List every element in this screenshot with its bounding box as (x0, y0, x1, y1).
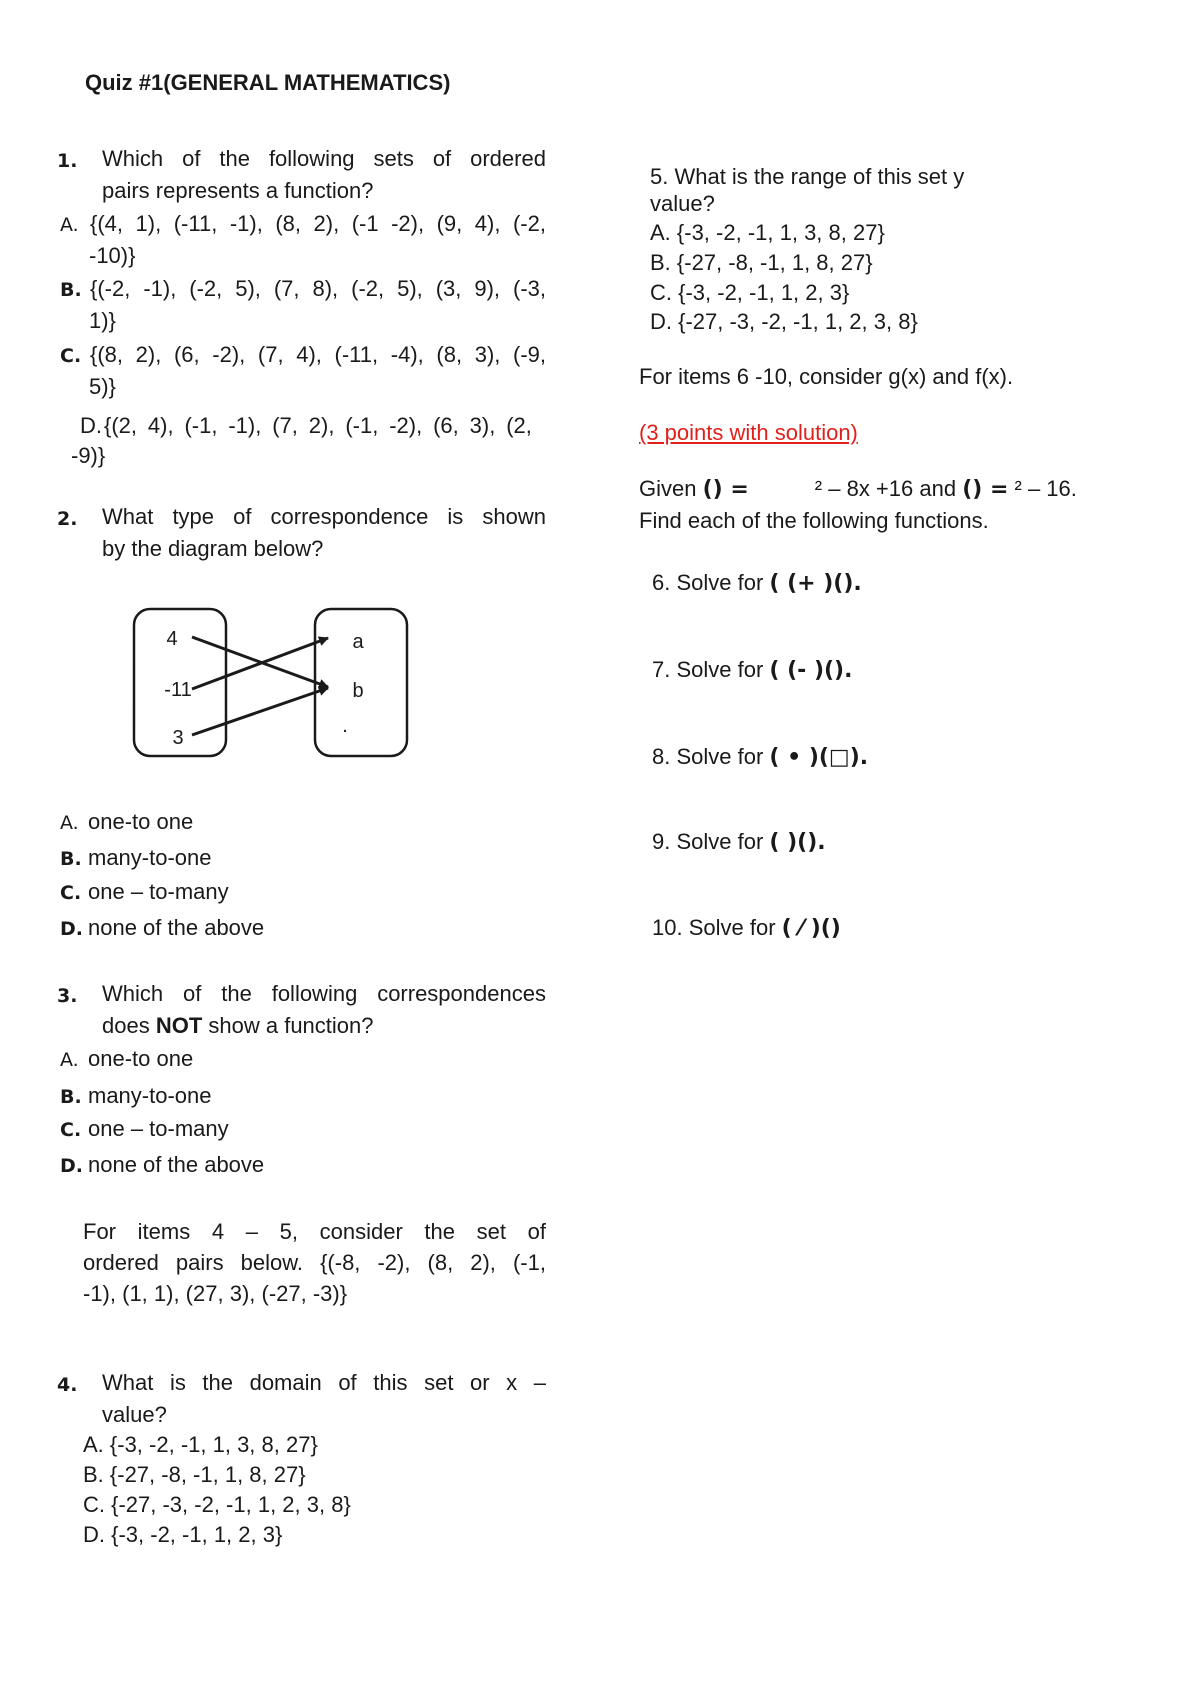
q5-text-line2: value? (650, 191, 715, 216)
q1-text-line1: Which of the following sets of ordered (102, 146, 546, 171)
items610-instruction: For items 6 -10, consider g(x) and f(x). (639, 364, 1014, 389)
q1-text-line2: pairs represents a function? (102, 178, 374, 203)
solve-item-8: 8. Solve for ( • )(□). (652, 744, 869, 770)
q1-option-b-line2: 1)} (89, 308, 116, 333)
range-value: b (352, 680, 364, 702)
points-note: (3 points with solution) (639, 420, 858, 445)
q5-option-a: A. {-3, -2, -1, 1, 3, 8, 27} (650, 220, 885, 245)
range-value: a (352, 631, 364, 653)
q3-option-c-label: C. (60, 1119, 82, 1141)
q2-option-a-label: A. (60, 812, 79, 834)
domain-value: 3 (172, 727, 184, 749)
q2-text-line2: by the diagram below? (102, 536, 324, 561)
q3-option-d-text: none of the above (88, 1152, 265, 1177)
q4-option-b: B. {-27, -8, -1, 1, 8, 27} (83, 1462, 306, 1487)
solve-item-10: 10. Solve for ( ⁄ )() (652, 915, 841, 941)
q3-text-line2: does NOT show a function? (102, 1013, 374, 1038)
q4-text-line2: value? (102, 1402, 167, 1427)
solve-item-7: 7. Solve for ( (- )(). (652, 657, 853, 683)
q2-option-d-text: none of the above (88, 915, 265, 940)
q3-option-b-label: B. (60, 1086, 82, 1108)
q3-option-c-text: one – to-many (88, 1116, 229, 1141)
solve-item-9: 9. Solve for ( )(). (652, 829, 826, 855)
q1-option-b-label: B. (60, 279, 82, 301)
given-functions: Given () = ² – 8x +16 and () = ² – 16. (639, 476, 1077, 502)
items45-instruction-line3: -1), (1, 1), (27, 3), (-27, -3)} (83, 1281, 348, 1306)
q2-number: 2. (57, 508, 78, 530)
find-functions-instruction: Find each of the following functions. (639, 508, 989, 533)
q1-option-d-line2: -9)} (71, 443, 106, 468)
range-dot: . (342, 715, 348, 737)
q5-text-line1: 5. What is the range of this set y (650, 164, 965, 189)
q1-option-d-line1: {(2, 4), (-1, -1), (7, 2), (-1, -2), (6, 3), (2, (104, 413, 532, 438)
q5-option-d: D. {-27, -3, -2, -1, 1, 2, 3, 8} (650, 309, 918, 334)
q2-option-c-text: one – to-many (88, 879, 229, 904)
solve-item-6: 6. Solve for ( (+ )(). (652, 570, 862, 596)
q1-option-a-line2: -10)} (89, 243, 136, 268)
q4-text-line1: What is the domain of this set or x – (102, 1370, 546, 1395)
q3-option-a-text: one-to one (88, 1046, 194, 1071)
mapping-diagram (120, 600, 420, 770)
q3-text-line1: Which of the following correspondences (102, 981, 546, 1006)
q1-option-b-line1: {(-2, -1), (-2, 5), (7, 8), (-2, 5), (3, 9), (-3, (90, 276, 547, 301)
q2-option-b-text: many-to-one (88, 845, 212, 870)
q1-option-c-label: C. (60, 345, 82, 367)
q1-number: 1. (57, 150, 78, 172)
q4-number: 4. (57, 1374, 78, 1396)
q1-option-d-label: D. (80, 413, 102, 438)
q4-option-a: A. {-3, -2, -1, 1, 3, 8, 27} (83, 1432, 318, 1457)
q1-option-c-line2: 5)} (89, 374, 116, 399)
domain-value: 4 (166, 628, 178, 650)
q2-option-a-text: one-to one (88, 809, 194, 834)
items45-instruction-line2: ordered pairs below. {(-8, -2), (8, 2), (-1, (83, 1250, 546, 1275)
q3-option-b-text: many-to-one (88, 1083, 212, 1108)
q1-option-a-label: A. (60, 214, 79, 236)
items45-instruction-line1: For items 4 – 5, consider the set of (83, 1219, 547, 1244)
q2-text-line1: What type of correspondence is shown (102, 504, 546, 529)
quiz-title: Quiz #1(GENERAL MATHEMATICS) (85, 70, 451, 95)
q2-option-b-label: B. (60, 848, 82, 870)
q3-option-a-label: A. (60, 1049, 79, 1071)
q3-option-d-label: D. (60, 1155, 83, 1177)
q5-option-c: C. {-3, -2, -1, 1, 2, 3} (650, 280, 850, 305)
q2-option-d-label: D. (60, 918, 83, 940)
q5-option-b: B. {-27, -8, -1, 1, 8, 27} (650, 250, 873, 275)
q4-option-c: C. {-27, -3, -2, -1, 1, 2, 3, 8} (83, 1492, 351, 1517)
domain-value: -11 (164, 679, 192, 701)
q1-option-a-line1: {(4, 1), (-11, -1), (8, 2), (-1 -2), (9, 4), (-2, (90, 211, 546, 236)
q1-option-c-line1: {(8, 2), (6, -2), (7, 4), (-11, -4), (8, 3), (-9, (90, 342, 547, 367)
q3-number: 3. (57, 985, 78, 1007)
q4-option-d: D. {-3, -2, -1, 1, 2, 3} (83, 1522, 283, 1547)
mapping-arrow (192, 688, 328, 735)
q2-option-c-label: C. (60, 882, 82, 904)
